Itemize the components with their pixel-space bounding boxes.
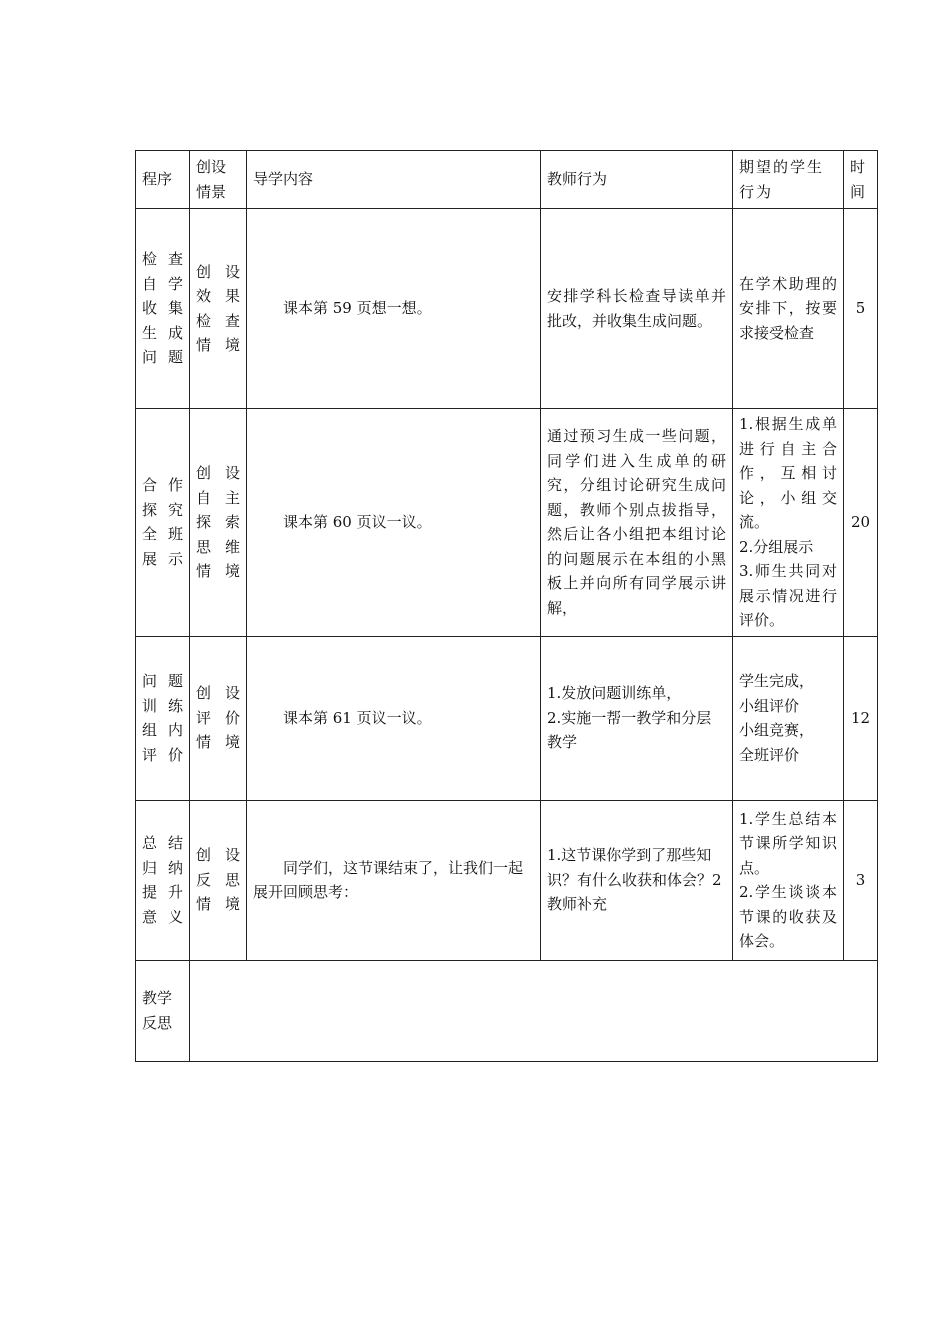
- header-content: 导学内容: [247, 151, 541, 209]
- header-row: [136, 151, 878, 209]
- header-procedure: 程序: [136, 151, 190, 209]
- row-time: 3: [844, 800, 878, 960]
- row-content: 课本第 61 页议一议。: [247, 636, 541, 800]
- reflection-content: [190, 960, 878, 1061]
- table-row: [136, 409, 878, 637]
- row-student: 学生完成， 小组评价 小组竞赛， 全班评价: [733, 636, 844, 800]
- table-row: [136, 636, 878, 800]
- lesson-plan-table: [135, 150, 878, 1062]
- table-row: [136, 800, 878, 960]
- row-procedure: 总结 归纳 提升 意义: [136, 800, 190, 960]
- row-time: 12: [844, 636, 878, 800]
- row-student: 1.学生总结本节课所学知识点。 2.学生谈谈本节课的收获及体会。: [733, 800, 844, 960]
- row-procedure: 问题 训练 组内 评价: [136, 636, 190, 800]
- row-situation: 创设 自主 探索 思维 情境: [190, 409, 247, 637]
- row-content: 课本第 60 页议一议。: [247, 409, 541, 637]
- row-student: 1.根据生成单进行自主合作，互相讨论，小组交流。 2.分组展示 3.师生共同对展示情况进行评价。: [733, 409, 844, 637]
- row-teacher: 安排学科长检查导读单并批改，并收集生成问题。: [541, 209, 733, 409]
- header-time: 时 间: [844, 151, 878, 209]
- row-content: 课本第 59 页想一想。: [247, 209, 541, 409]
- row-situation: 创设 效果 检查 情境: [190, 209, 247, 409]
- row-content: 同学们，这节课结束了，让我们一起展开回顾思考：: [247, 800, 541, 960]
- row-situation: 创设 评价 情境: [190, 636, 247, 800]
- row-teacher: 通过预习生成一些问题，同学们进入生成单的研究，分组讨论研究生成问题，教师个别点拔指导，然后让各小组把本组讨论的问题展示在本组的小黑板上并向所有同学展示讲解，: [541, 409, 733, 637]
- header-situation: 创设 情景: [190, 151, 247, 209]
- table-row: [136, 209, 878, 409]
- row-teacher: 1.发放问题训练单， 2.实施一帮一教学和分层教学: [541, 636, 733, 800]
- reflection-label: 教学 反思: [136, 960, 190, 1061]
- header-teacher: 教师行为: [541, 151, 733, 209]
- row-procedure: 检查 自学 收集 生成 问题: [136, 209, 190, 409]
- row-student: 在学术助理的安排下，按要求接受检查: [733, 209, 844, 409]
- row-time: 20: [844, 409, 878, 637]
- row-situation: 创设 反思 情境: [190, 800, 247, 960]
- reflection-row: [136, 960, 878, 1061]
- row-procedure: 合作 探究 全班 展示: [136, 409, 190, 637]
- row-teacher: 1.这节课你学到了那些知识？有什么收获和体会？2 教师补充: [541, 800, 733, 960]
- row-time: 5: [844, 209, 878, 409]
- header-student: 期望的学生 行为: [733, 151, 844, 209]
